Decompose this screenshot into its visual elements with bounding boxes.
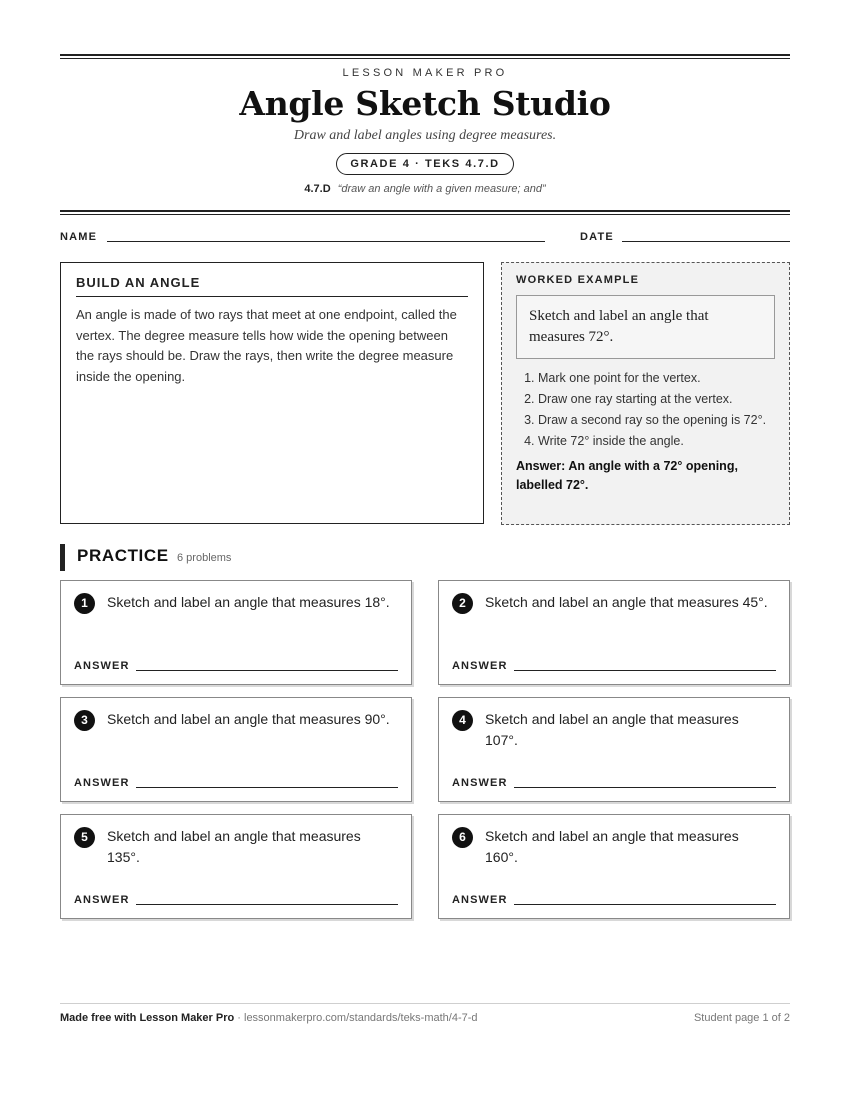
problem-number: 4 bbox=[452, 710, 473, 731]
problem-number: 1 bbox=[74, 593, 95, 614]
grade-badge: GRADE 4 · TEKS 4.7.D bbox=[336, 153, 513, 175]
answer-label: ANSWER bbox=[452, 660, 508, 672]
standard-line bbox=[60, 183, 790, 195]
practice-count: 6 problems bbox=[177, 552, 232, 564]
problem-text: Sketch and label an angle that measures 135°. bbox=[107, 828, 361, 865]
problem-text: Sketch and label an angle that measures 160°. bbox=[485, 828, 739, 865]
problem-card bbox=[438, 814, 790, 919]
answer-field[interactable] bbox=[136, 670, 398, 671]
page-subtitle: Draw and label angles using degree measures. bbox=[293, 128, 557, 143]
problem-card bbox=[60, 697, 412, 802]
date-field[interactable] bbox=[622, 241, 790, 242]
example-step: 3. Draw a second ray so the opening is 72°. bbox=[538, 411, 775, 430]
answer-field[interactable] bbox=[136, 904, 398, 905]
standard-text: “draw an angle with a given measure; and” bbox=[337, 183, 546, 195]
answer-field[interactable] bbox=[514, 904, 776, 905]
problem-number: 3 bbox=[74, 710, 95, 731]
example-heading: WORKED EXAMPLE bbox=[516, 274, 640, 286]
footer-page-number: Student page 1 of 2 bbox=[693, 1012, 790, 1024]
problem-number: 5 bbox=[74, 827, 95, 848]
example-answer: Answer: An angle with a 72° opening, labelled 72°. bbox=[516, 459, 738, 492]
example-steps bbox=[516, 369, 775, 451]
header-top-rule bbox=[60, 54, 790, 56]
problem-text: Sketch and label an angle that measures 45°. bbox=[485, 594, 768, 610]
name-field[interactable] bbox=[107, 241, 545, 242]
page-title: Angle Sketch Studio bbox=[239, 84, 611, 123]
date-label: DATE bbox=[580, 231, 614, 243]
answer-label: ANSWER bbox=[452, 777, 508, 789]
answer-field[interactable] bbox=[514, 787, 776, 788]
answer-field[interactable] bbox=[514, 670, 776, 671]
problem-card bbox=[438, 580, 790, 685]
answer-field[interactable] bbox=[136, 787, 398, 788]
problem-number: 2 bbox=[452, 593, 473, 614]
example-step: 4. Write 72° inside the angle. bbox=[538, 432, 775, 451]
footer-brand: Made free with Lesson Maker Pro bbox=[60, 1012, 235, 1024]
worked-example-box bbox=[501, 262, 790, 525]
build-heading: BUILD AN ANGLE bbox=[76, 275, 468, 297]
name-label: NAME bbox=[60, 231, 98, 243]
problem-card bbox=[60, 814, 412, 919]
answer-label: ANSWER bbox=[74, 894, 130, 906]
footer-rule bbox=[60, 1003, 790, 1004]
example-prompt: Sketch and label an angle that measures 72°. bbox=[516, 295, 775, 359]
badge-wrap bbox=[60, 153, 790, 175]
header-bottom-rule bbox=[60, 210, 790, 212]
build-text: An angle is made of two rays that meet at one endpoint, called the vertex. The degree measure tells how wide the opening between the rays should be. Draw the rays, then write the degree measure inside the opening. bbox=[76, 307, 457, 384]
standard-code: 4.7.D bbox=[304, 183, 331, 195]
practice-accent-bar bbox=[60, 544, 65, 571]
footer-credit bbox=[60, 1012, 478, 1024]
problem-text: Sketch and label an angle that measures 107°. bbox=[485, 711, 739, 748]
build-an-angle-box bbox=[60, 262, 484, 524]
example-step: 1. Mark one point for the vertex. bbox=[538, 369, 775, 388]
problem-text: Sketch and label an angle that measures 90°. bbox=[107, 711, 390, 727]
footer-url[interactable]: · lessonmakerpro.com/standards/teks-math/4-7-d bbox=[234, 1012, 478, 1024]
problem-text: Sketch and label an angle that measures 18°. bbox=[107, 594, 390, 610]
answer-label: ANSWER bbox=[74, 660, 130, 672]
problem-card bbox=[60, 580, 412, 685]
practice-title: PRACTICE bbox=[77, 546, 169, 565]
answer-label: ANSWER bbox=[452, 894, 508, 906]
problem-number: 6 bbox=[452, 827, 473, 848]
brand-label: LESSON MAKER PRO bbox=[342, 67, 508, 79]
example-step: 2. Draw one ray starting at the vertex. bbox=[538, 390, 775, 409]
problem-card bbox=[438, 697, 790, 802]
answer-label: ANSWER bbox=[74, 777, 130, 789]
